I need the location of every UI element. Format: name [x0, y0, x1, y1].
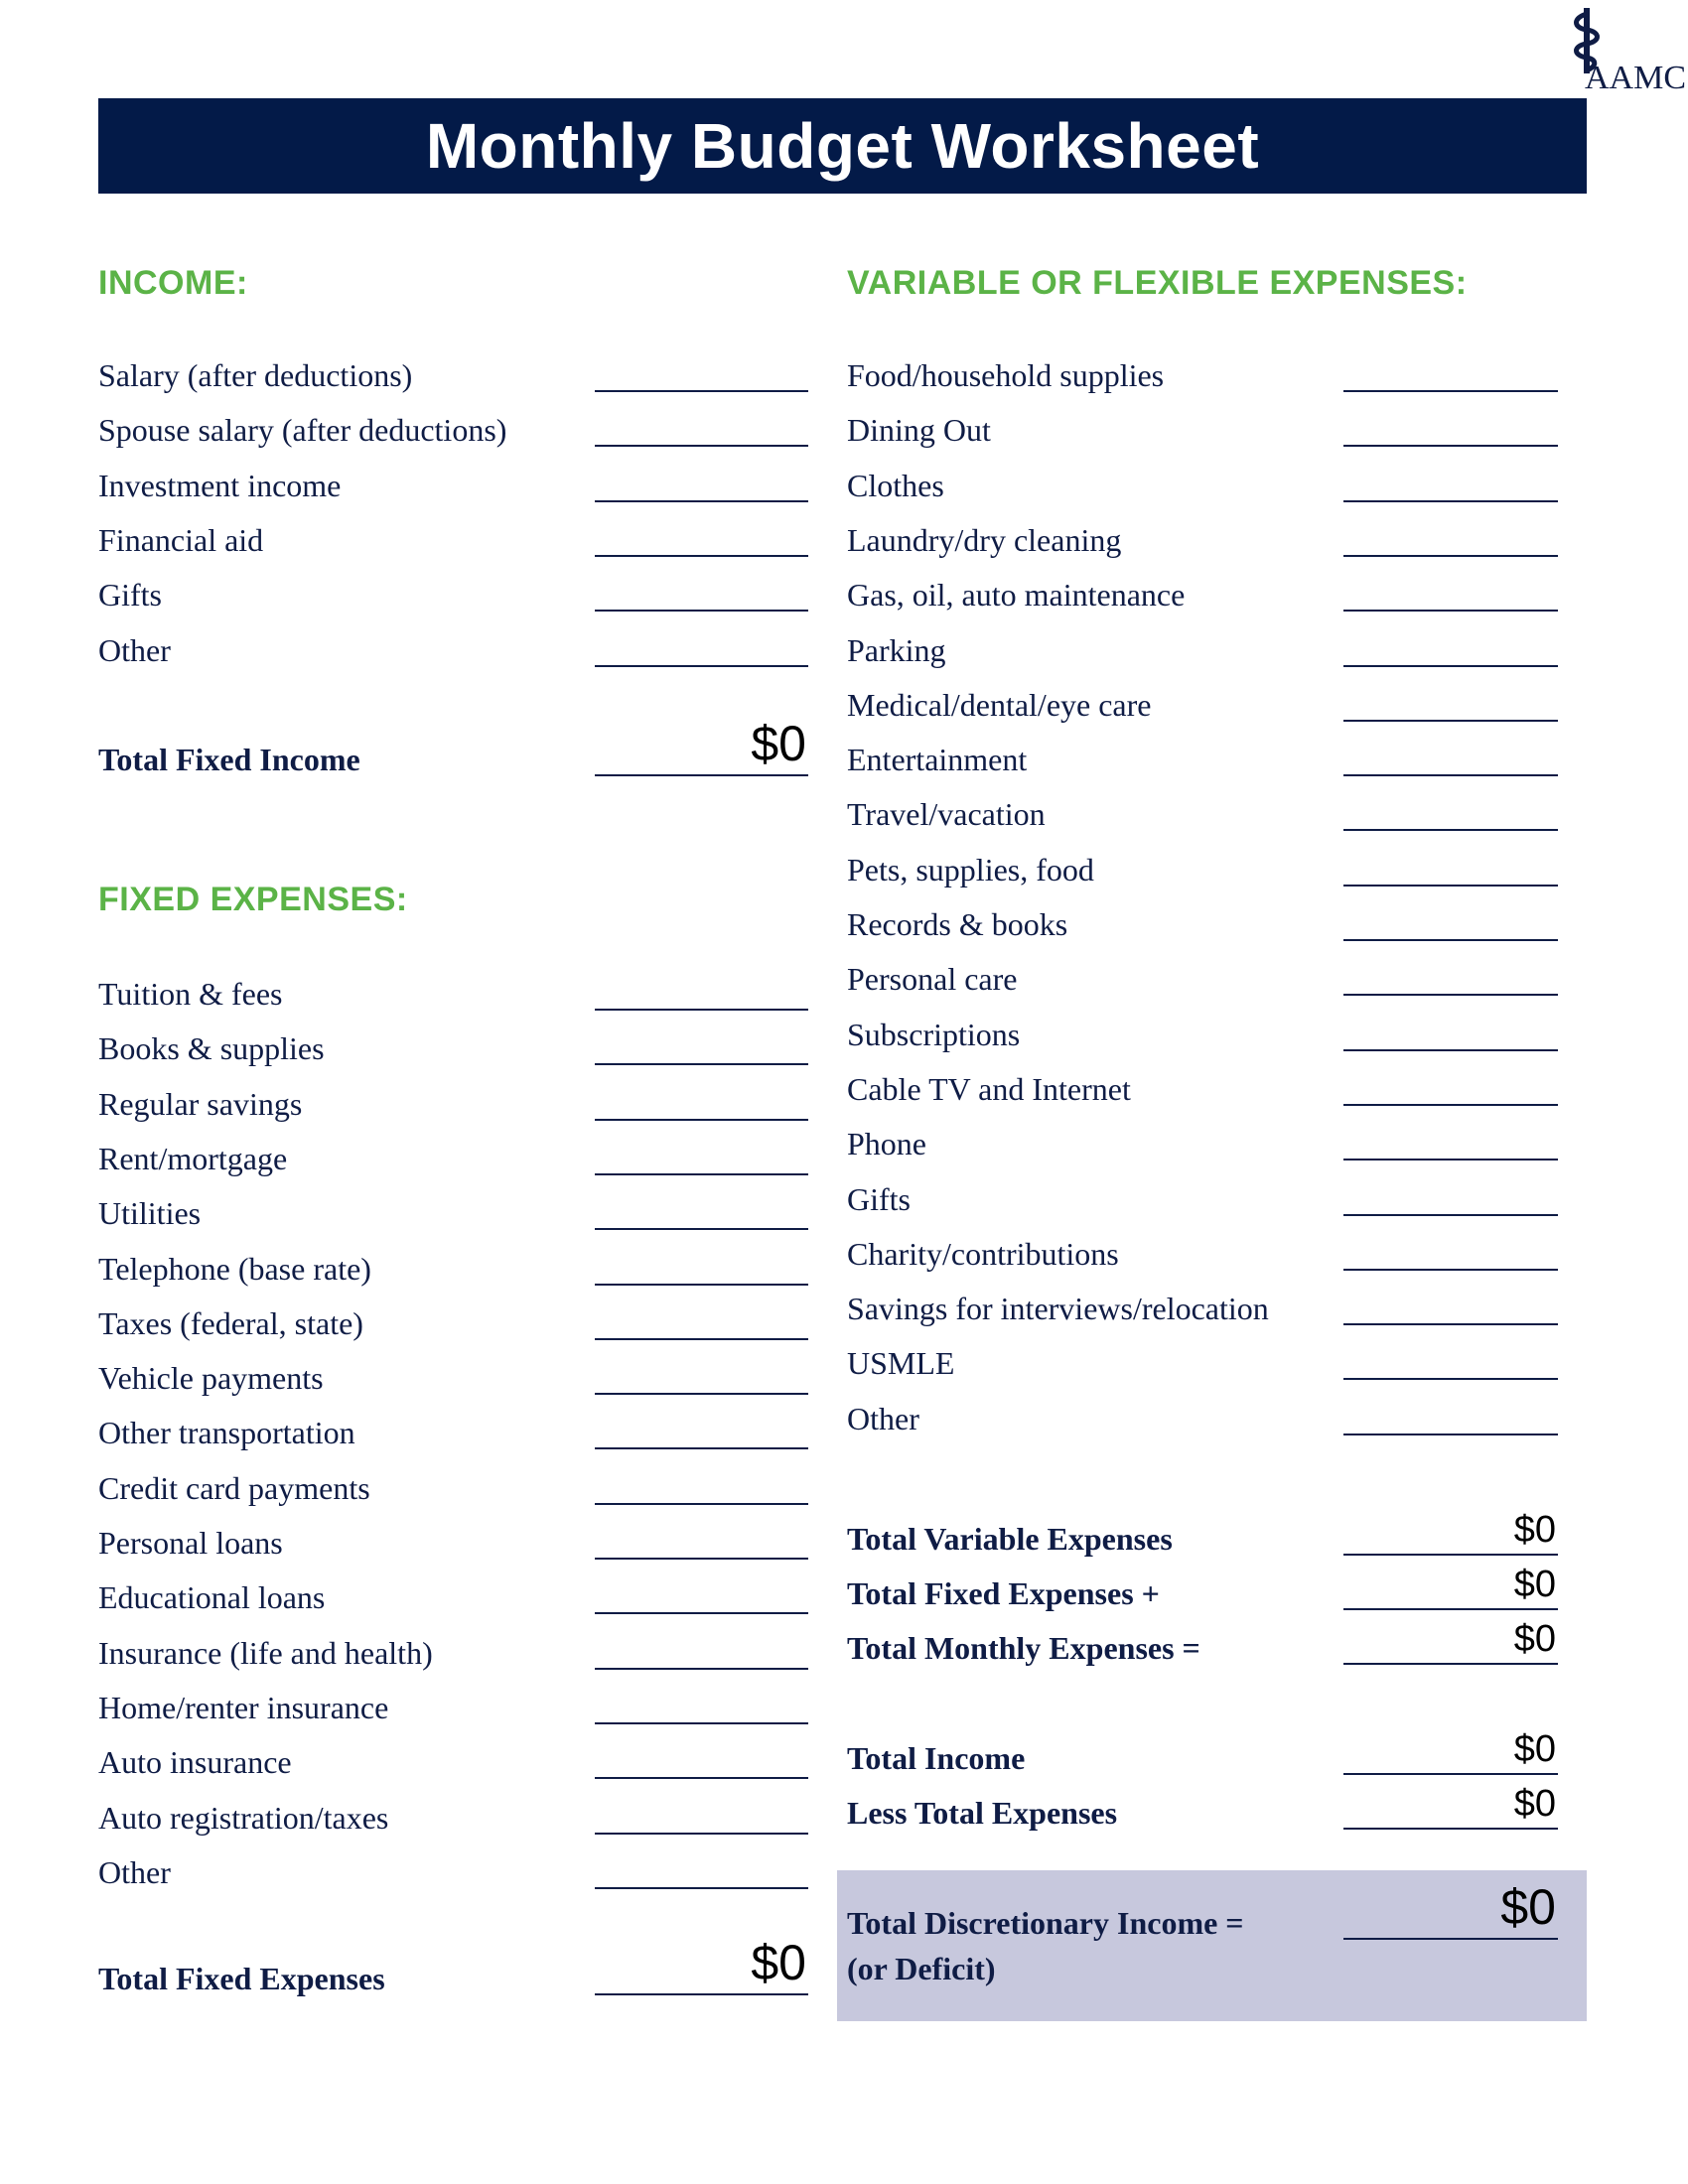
- row-label: Dining Out: [847, 412, 991, 448]
- row-label: Books & supplies: [98, 1030, 325, 1066]
- row-label: Telephone (base rate): [98, 1251, 371, 1287]
- amount-field[interactable]: [595, 1404, 808, 1449]
- page-title: Monthly Budget Worksheet: [425, 110, 1260, 182]
- amount-value: $0: [751, 1935, 806, 1990]
- amount-field[interactable]: [595, 716, 808, 776]
- amount-field[interactable]: [1343, 401, 1558, 447]
- row-label: Educational loans: [98, 1579, 326, 1615]
- amount-field[interactable]: [595, 566, 808, 612]
- amount-field[interactable]: [595, 1184, 808, 1230]
- amount-field[interactable]: [595, 1843, 808, 1889]
- amount-field[interactable]: [1343, 566, 1558, 612]
- fixed-expenses-heading: FIXED EXPENSES:: [98, 881, 408, 918]
- amount-field[interactable]: [1343, 1334, 1558, 1380]
- amount-field[interactable]: [1343, 1115, 1558, 1160]
- amount-field[interactable]: [1343, 1879, 1558, 1940]
- row-label: Investment income: [98, 468, 342, 503]
- row-label: USMLE: [847, 1345, 955, 1381]
- row-label: Total Variable Expenses: [847, 1521, 1173, 1557]
- amount-field[interactable]: [1343, 1729, 1558, 1775]
- amount-value: $0: [1500, 1879, 1556, 1935]
- total-fixed-plus-row: [847, 1564, 1562, 1620]
- fixed-expense-row: [98, 1081, 811, 1131]
- total-monthly-row: [847, 1618, 1562, 1675]
- amount-field[interactable]: [595, 621, 808, 667]
- row-label: Auto registration/taxes: [98, 1800, 389, 1836]
- less-total-expenses-row: [847, 1783, 1562, 1840]
- fixed-expense-row: [98, 1025, 811, 1075]
- row-label: Total Fixed Expenses +: [847, 1575, 1160, 1611]
- amount-field[interactable]: [595, 1569, 808, 1614]
- amount-field[interactable]: [595, 1130, 808, 1175]
- row-label: Vehicle payments: [98, 1360, 324, 1396]
- row-label: Personal loans: [98, 1525, 283, 1561]
- fixed-expense-row: [98, 1355, 811, 1405]
- row-label: Auto insurance: [98, 1744, 292, 1780]
- amount-field[interactable]: [595, 457, 808, 502]
- amount-value: $0: [1513, 1618, 1556, 1660]
- amount-field[interactable]: [595, 1514, 808, 1560]
- amount-field[interactable]: [1343, 841, 1558, 887]
- fixed-expense-row: [98, 1136, 811, 1185]
- amount-field[interactable]: [595, 401, 808, 447]
- amount-field[interactable]: [1343, 895, 1558, 941]
- row-label: Charity/contributions: [847, 1236, 1119, 1272]
- row-label: Cable TV and Internet: [847, 1071, 1131, 1107]
- variable-expense-row: [847, 682, 1562, 732]
- row-label: Total Monthly Expenses =: [847, 1630, 1200, 1666]
- fixed-expense-row: [98, 1630, 811, 1680]
- amount-field[interactable]: [595, 1935, 808, 1995]
- fixed-expense-row: [98, 1520, 811, 1570]
- total-fixed-income-row: [98, 716, 811, 786]
- amount-field[interactable]: [595, 1624, 808, 1670]
- amount-field[interactable]: [595, 1240, 808, 1286]
- amount-field[interactable]: [1343, 1170, 1558, 1216]
- fixed-expense-row: [98, 1465, 811, 1515]
- total-variable-row: [847, 1509, 1562, 1566]
- amount-field[interactable]: [1343, 950, 1558, 996]
- row-label: Home/renter insurance: [98, 1690, 389, 1725]
- row-label: Credit card payments: [98, 1470, 370, 1506]
- row-label: Food/household supplies: [847, 357, 1165, 393]
- amount-field[interactable]: [595, 965, 808, 1011]
- row-label: Subscriptions: [847, 1017, 1021, 1052]
- amount-field[interactable]: [1343, 457, 1558, 502]
- amount-field[interactable]: [1343, 621, 1558, 667]
- row-label: Gas, oil, auto maintenance: [847, 577, 1186, 613]
- variable-expenses-heading: VARIABLE OR FLEXIBLE EXPENSES:: [847, 264, 1468, 302]
- income-row: [98, 352, 811, 402]
- amount-field[interactable]: [595, 1459, 808, 1505]
- total-income-row: [847, 1728, 1562, 1785]
- income-heading: INCOME:: [98, 264, 248, 302]
- deficit-label: (or Deficit): [847, 1951, 996, 1986]
- amount-field[interactable]: [595, 346, 808, 392]
- income-row: [98, 463, 811, 512]
- fixed-expense-row: [98, 1849, 811, 1899]
- variable-expense-row: [847, 1231, 1562, 1281]
- amount-field[interactable]: [595, 1075, 808, 1121]
- amount-field[interactable]: [1343, 1060, 1558, 1106]
- row-label: Insurance (life and health): [98, 1635, 433, 1671]
- row-label: Regular savings: [98, 1086, 303, 1122]
- amount-value: $0: [751, 716, 806, 771]
- amount-value: $0: [1513, 1783, 1556, 1825]
- variable-expense-row: [847, 627, 1562, 677]
- amount-field[interactable]: [1343, 1006, 1558, 1051]
- variable-expense-row: [847, 1286, 1562, 1335]
- amount-value: $0: [1513, 1509, 1556, 1551]
- variable-expense-row: [847, 847, 1562, 896]
- row-label: Rent/mortgage: [98, 1141, 288, 1176]
- fixed-expense-row: [98, 1739, 811, 1789]
- fixed-expense-row: [98, 1300, 811, 1350]
- income-row: [98, 572, 811, 621]
- row-label: Savings for interviews/relocation: [847, 1291, 1269, 1326]
- variable-expense-row: [847, 1176, 1562, 1226]
- amount-field[interactable]: [595, 1679, 808, 1724]
- income-row: [98, 627, 811, 677]
- fixed-expense-row: [98, 1574, 811, 1624]
- row-label: Total Income: [847, 1740, 1026, 1776]
- variable-expense-row: [847, 901, 1562, 951]
- row-label: Clothes: [847, 468, 944, 503]
- amount-field[interactable]: [1343, 511, 1558, 557]
- row-label: Medical/dental/eye care: [847, 687, 1152, 723]
- amount-field[interactable]: [595, 1295, 808, 1340]
- row-label: Total Discretionary Income =: [847, 1905, 1244, 1941]
- row-label: Laundry/dry cleaning: [847, 522, 1122, 558]
- row-label: Gifts: [98, 577, 162, 613]
- amount-field[interactable]: [1343, 1225, 1558, 1271]
- row-label: Less Total Expenses: [847, 1795, 1118, 1831]
- fixed-expense-row: [98, 1190, 811, 1240]
- amount-field[interactable]: [1343, 1510, 1558, 1556]
- logo-text: AAMC: [1585, 60, 1687, 96]
- income-row: [98, 517, 811, 567]
- amount-value: $0: [1513, 1564, 1556, 1605]
- amount-value: $0: [1513, 1728, 1556, 1770]
- variable-expense-row: [847, 1121, 1562, 1170]
- variable-expense-row: [847, 517, 1562, 567]
- row-label: Records & books: [847, 906, 1068, 942]
- total-fixed-expenses-row: [98, 1935, 811, 2005]
- fixed-expense-row: [98, 971, 811, 1021]
- row-label: Total Fixed Income: [98, 742, 360, 777]
- amount-field[interactable]: [1343, 676, 1558, 722]
- variable-expense-row: [847, 956, 1562, 1006]
- variable-expense-row: [847, 407, 1562, 457]
- amount-field[interactable]: [595, 1020, 808, 1065]
- amount-field[interactable]: [1343, 1280, 1558, 1325]
- row-label: Financial aid: [98, 522, 264, 558]
- amount-field[interactable]: [595, 1349, 808, 1395]
- row-label: Gifts: [847, 1181, 911, 1217]
- row-label: Entertainment: [847, 742, 1028, 777]
- variable-expense-row: [847, 1340, 1562, 1390]
- row-label: Other: [98, 1854, 171, 1890]
- row-label: Travel/vacation: [847, 796, 1046, 832]
- fixed-expense-row: [98, 1685, 811, 1734]
- row-label: Utilities: [98, 1195, 202, 1231]
- amount-field[interactable]: [1343, 731, 1558, 776]
- row-label: Other: [847, 1401, 919, 1436]
- row-label: Total Fixed Expenses: [98, 1961, 385, 1996]
- row-label: Parking: [847, 632, 946, 668]
- amount-field[interactable]: [1343, 1619, 1558, 1665]
- amount-field[interactable]: [1343, 785, 1558, 831]
- amount-field[interactable]: [1343, 1565, 1558, 1610]
- row-label: Personal care: [847, 961, 1018, 997]
- row-label: Salary (after deductions): [98, 357, 413, 393]
- row-label: Taxes (federal, state): [98, 1305, 363, 1341]
- variable-expense-row: [847, 737, 1562, 786]
- row-label: Phone: [847, 1126, 926, 1161]
- amount-field[interactable]: [1343, 1784, 1558, 1830]
- row-label: Spouse salary (after deductions): [98, 412, 507, 448]
- fixed-expense-row: [98, 1410, 811, 1459]
- variable-expense-row: [847, 1012, 1562, 1061]
- total-discretionary-row: [847, 1879, 1562, 1950]
- row-label: Other: [98, 632, 171, 668]
- variable-expense-row: [847, 1066, 1562, 1116]
- fixed-expense-row: [98, 1795, 811, 1844]
- title-banner: [98, 98, 1587, 194]
- amount-field[interactable]: [595, 1733, 808, 1779]
- income-row: [98, 407, 811, 457]
- fixed-expense-row: [98, 1246, 811, 1296]
- variable-expense-row: [847, 1396, 1562, 1445]
- variable-expense-row: [847, 572, 1562, 621]
- variable-expense-row: [847, 791, 1562, 841]
- amount-field[interactable]: [1343, 1390, 1558, 1435]
- amount-field[interactable]: [595, 1789, 808, 1835]
- amount-field[interactable]: [1343, 346, 1558, 392]
- row-label: Other transportation: [98, 1415, 355, 1450]
- variable-expense-row: [847, 352, 1562, 402]
- variable-expense-row: [847, 463, 1562, 512]
- row-label: Tuition & fees: [98, 976, 283, 1012]
- amount-field[interactable]: [595, 511, 808, 557]
- aamc-logo: [1567, 6, 1687, 96]
- row-label: Pets, supplies, food: [847, 852, 1094, 887]
